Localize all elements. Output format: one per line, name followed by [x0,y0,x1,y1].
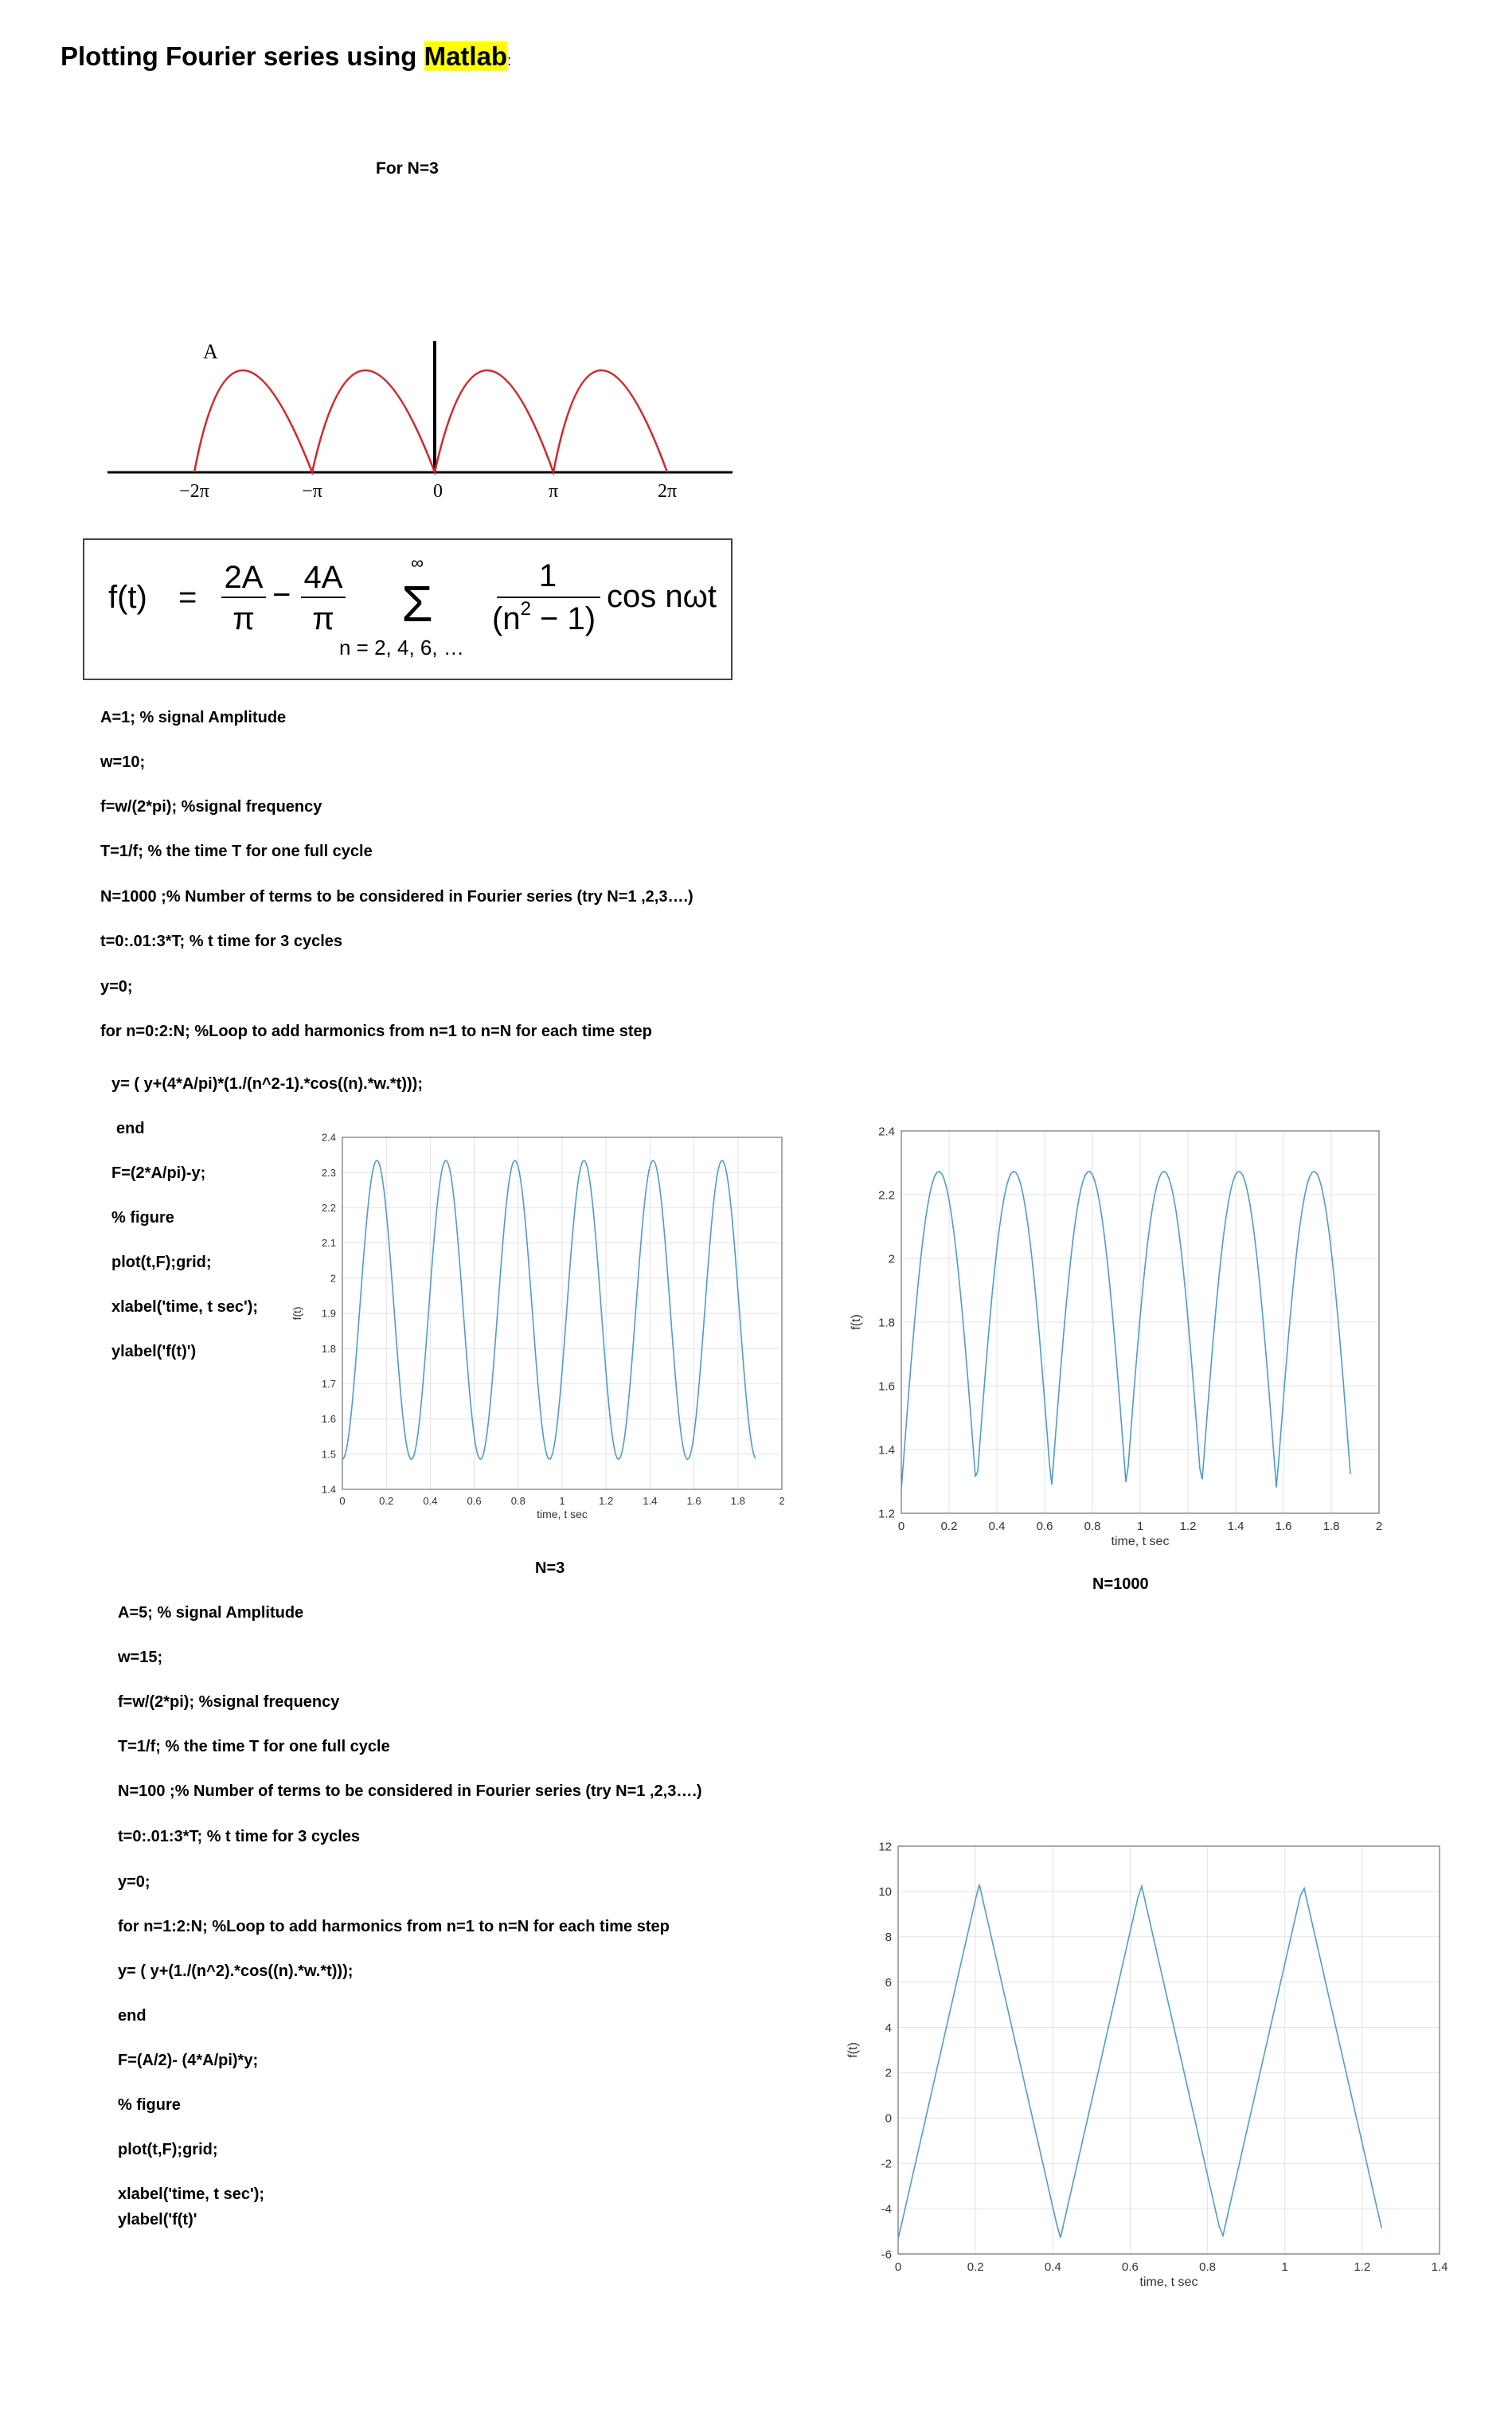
x-tick-label: 1.2 [599,1495,614,1507]
x-tick-label: 1 [1281,2260,1288,2274]
x-tick-label: 0.6 [1121,2260,1139,2274]
x-tick-label: 1 [1136,1520,1144,1533]
series-line [342,1160,756,1459]
x-tick-label: 2 [779,1495,785,1507]
y-tick-label: 2 [888,1252,895,1266]
x-tick-label: 0.4 [423,1495,438,1507]
formula-lhs: f(t) [108,580,147,615]
title-highlight: Matlab [424,41,508,71]
x-tick-label: 1.2 [1179,1520,1197,1533]
y-axis-label: f(t) [850,1314,863,1330]
sum-symbol: Σ [401,575,433,632]
y-tick-label: -6 [881,2248,892,2262]
subtitle: For N=3 [376,159,439,178]
sum-lower-limit: n = 2, 4, 6, … [339,636,464,659]
sum-upper-limit: ∞ [411,553,424,573]
code-line: N=1000 ;% Number of terms to be considered in Fourier series (try N=1 ,2,3….) [100,888,693,906]
term2-numerator: 4A [303,560,343,595]
y-tick-label: 2 [330,1272,336,1285]
y-tick-label: 1.2 [878,1507,895,1521]
x-tick-label: 0.8 [1199,2260,1217,2274]
x-tick-label: 0 [339,1495,346,1507]
x-tick-label: 1.6 [686,1495,701,1507]
x-tick-label: 1.4 [643,1495,658,1507]
code-line: N=100 ;% Number of terms to be considered in Fourier series (try N=1 ,2,3….) [118,1782,702,1800]
rectified-sine-diagram [96,327,748,510]
code-line: F=(2*A/pi)-y; [111,1164,206,1182]
y-tick-label: 1.5 [321,1448,336,1461]
code-line: end [118,2007,147,2025]
x-tick-label: 0.4 [988,1520,1006,1533]
x-tick-label: 1 [559,1495,565,1507]
code-line: T=1/f; % the time T for one full cycle [100,843,373,860]
y-tick-label: 2.1 [321,1237,336,1250]
fraction-numerator: 1 [538,558,557,593]
y-tick-label: 1.9 [321,1307,336,1320]
y-tick-label: 1.4 [321,1483,336,1496]
x-tick-label: 0.2 [967,2260,984,2274]
y-tick-label: 2.2 [878,1188,895,1203]
x-tick-label: 1.2 [1354,2260,1371,2274]
code-line: w=15; [118,1649,163,1666]
fraction-denominator: $(n^2 - 1)$ [492,598,596,636]
term1-numerator: 2A [224,560,264,595]
code-line: w=10; [100,753,146,771]
code-line: t=0:.01:3*T; % t time for 3 cycles [100,933,343,950]
page-title: Plotting Fourier series using Matlab: [61,41,512,71]
code-line: % figure [118,2096,181,2114]
code-line: for n=1:2:N; %Loop to add harmonics from n=1 to n=N for each time step [118,1918,670,1935]
x-axis-label: time, t sec [537,1508,588,1520]
y-tick-label: 2.3 [321,1166,336,1179]
tick-label: π [548,481,559,502]
formula-equals: = [178,580,197,615]
x-tick-label: 1.8 [730,1495,745,1507]
axes-box [898,1846,1440,2254]
y-tick-label: 0 [885,2111,892,2126]
code-line: t=0:.01:3*T; % t time for 3 cycles [118,1828,361,1845]
code-line: f=w/(2*pi); %signal frequency [100,798,322,816]
code-line: for n=0:2:N; %Loop to add harmonics from n=1 to n=N for each time step [100,1023,652,1040]
waveform-curve [194,370,667,472]
fourier-formula-box [83,538,733,680]
y-tick-label: 10 [878,1885,892,1900]
y-axis-label: f(t) [846,2042,860,2058]
matlab-plot-n3 [287,1129,796,1536]
code-line: plot(t,F);grid; [111,1254,212,1271]
code-line: % figure [111,1209,174,1227]
code-line: ylabel('f(t)' [118,2211,197,2228]
code-line: y=0; [118,1873,150,1891]
code-line: A=5; % signal Amplitude [118,1604,304,1622]
plot2-caption: N=1000 [1092,1575,1149,1593]
x-axis-label: time, t sec [1111,1535,1170,1548]
x-tick-label: 0.2 [940,1520,958,1533]
x-tick-label: 1.8 [1323,1520,1340,1533]
y-tick-label: 2.2 [321,1201,336,1214]
x-tick-label: 0.4 [1044,2260,1061,2274]
y-tick-label: 8 [885,1931,892,1945]
code-line: xlabel('time, t sec'); [111,1298,259,1316]
matlab-plot-triangle [828,1821,1449,2314]
code-line: plot(t,F);grid; [118,2141,218,2158]
y-tick-label: 2.4 [878,1125,895,1139]
y-tick-label: 2.4 [321,1131,336,1144]
amplitude-label: A [203,340,218,363]
series-line [901,1172,1350,1490]
tick-label: −π [302,481,322,502]
y-tick-label: 1.4 [878,1443,895,1458]
x-tick-label: 0.2 [379,1495,394,1507]
x-tick-label: 0 [894,2260,902,2274]
x-tick-label: 0.8 [510,1495,525,1507]
plot1-caption: N=3 [535,1559,565,1577]
y-tick-label: 1.6 [878,1379,895,1394]
code-line: y= ( y+(4*A/pi)*(1./(n^2-1).*cos((n).*w.*t))); [111,1075,423,1093]
code-line: f=w/(2*pi); %signal frequency [118,1693,340,1711]
y-tick-label: -2 [881,2157,892,2171]
x-tick-label: 0.6 [467,1495,482,1507]
y-tick-label: 2 [885,2066,892,2080]
term1-denominator: π [232,601,255,636]
tick-label: 2π [657,481,678,502]
code-line: xlabel('time, t sec'); [118,2185,265,2203]
y-tick-label: 1.8 [878,1316,895,1330]
x-tick-label: 0 [897,1520,905,1533]
x-tick-label: 1.4 [1431,2260,1448,2274]
y-axis-label: f(t) [291,1306,303,1321]
fourier-formula [84,540,731,679]
x-tick-label: 2 [1375,1520,1383,1533]
x-tick-label: 1.4 [1227,1520,1244,1533]
y-tick-label: -4 [881,2202,892,2217]
matlab-plot-n1000 [828,1109,1401,1555]
cosine-term: cos nωt [607,579,717,614]
y-tick-label: 1.7 [321,1377,336,1390]
formula-minus: − [272,577,291,612]
tick-label: −2π [179,481,209,502]
x-tick-label: 1.6 [1275,1520,1292,1533]
y-tick-label: 4 [885,2021,892,2035]
tick-label: 0 [433,481,443,502]
term2-denominator: π [312,601,334,636]
code-line: end [116,1120,145,1137]
x-tick-label: 0.8 [1084,1520,1101,1533]
y-tick-label: 1.6 [321,1413,336,1426]
y-tick-label: 12 [878,1840,892,1854]
series-line [898,1884,1381,2239]
code-line: A=1; % signal Amplitude [100,709,287,726]
x-axis-label: time, t sec [1139,2275,1198,2289]
code-line: F=(A/2)- (4*A/pi)*y; [118,2052,259,2069]
y-tick-label: 1.8 [321,1342,336,1355]
code-line: y=0; [100,978,133,996]
y-tick-label: 6 [885,1975,892,1990]
code-line: T=1/f; % the time T for one full cycle [118,1738,390,1755]
code-line: ylabel('f(t)') [111,1343,197,1360]
code-line: y= ( y+(1./(n^2).*cos((n).*w.*t))); [118,1962,354,1980]
x-tick-label: 0.6 [1036,1520,1053,1533]
